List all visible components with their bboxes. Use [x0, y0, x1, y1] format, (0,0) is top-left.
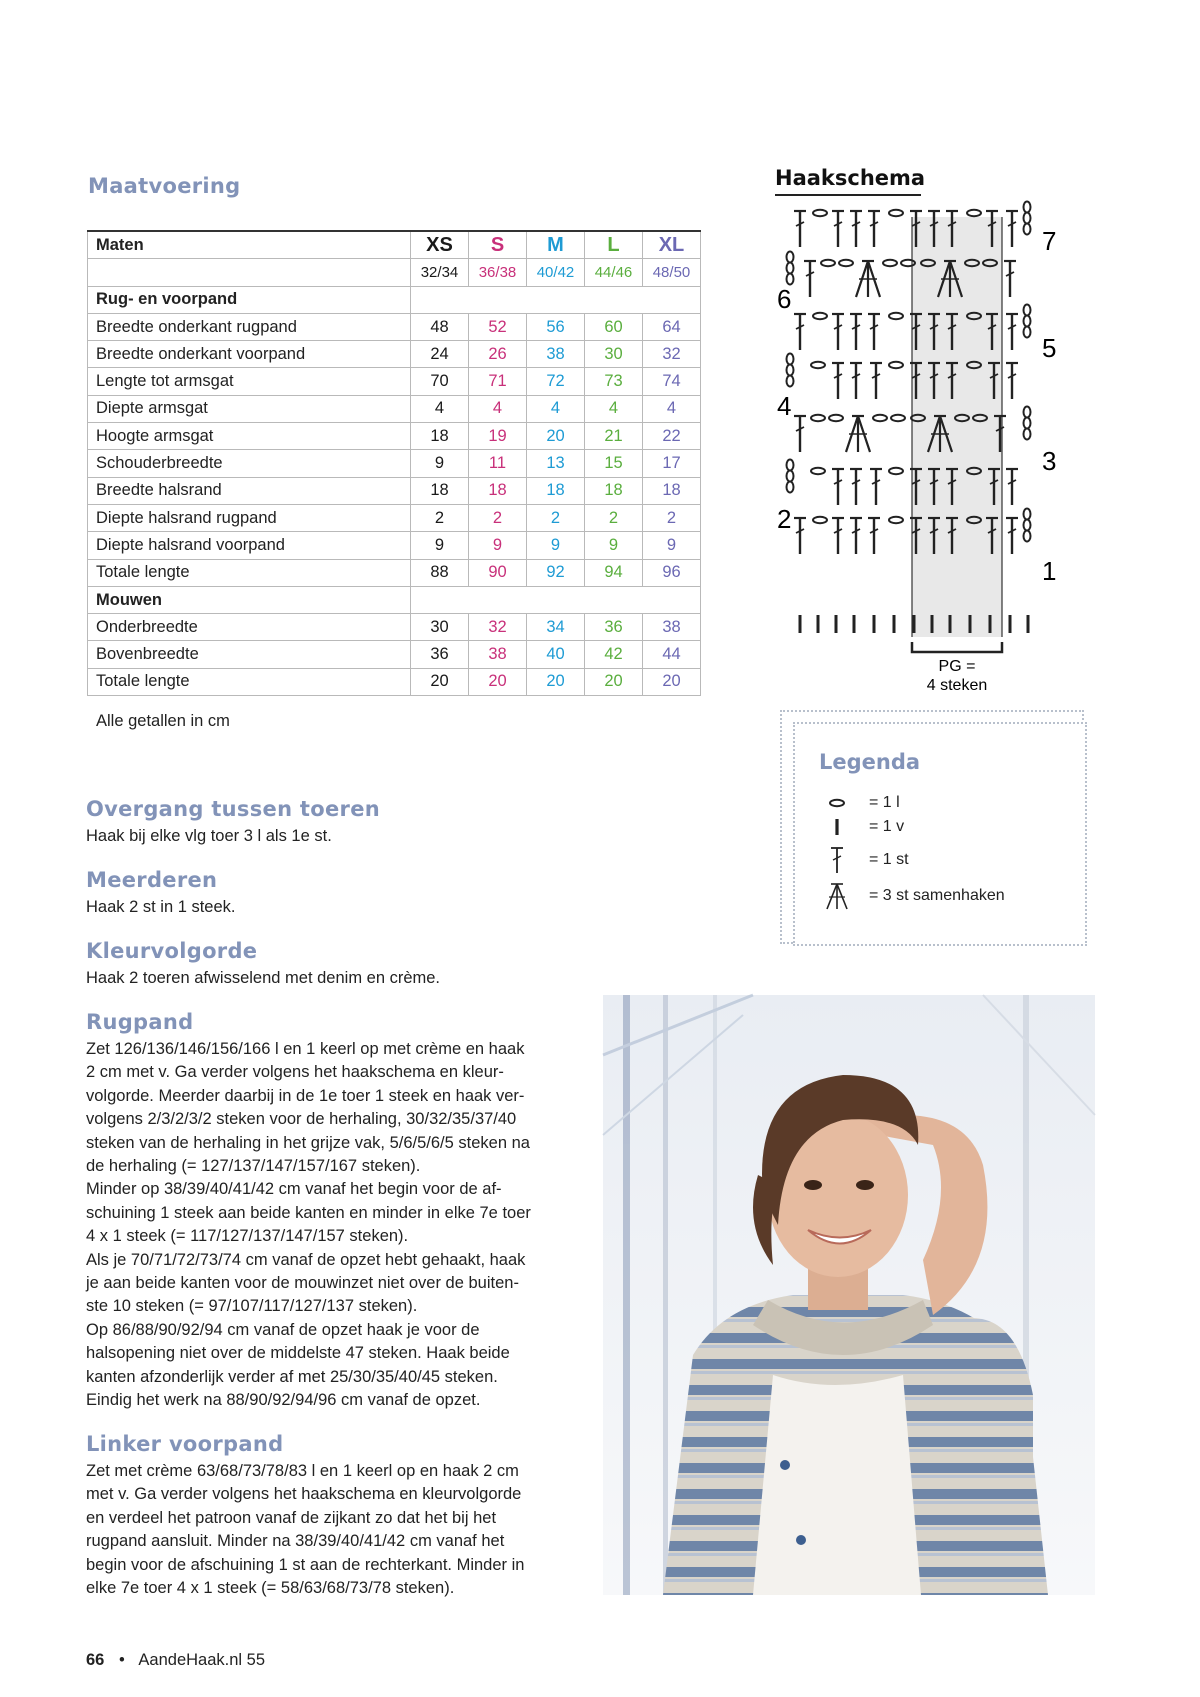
chain-stitch	[787, 274, 794, 285]
text-line: halsopening niet over de middelste 47 steken. Haak beide	[86, 1344, 510, 1363]
legend-label: = 1 st	[869, 851, 909, 868]
size-range: 32/34	[411, 259, 469, 286]
chain-stitch	[811, 362, 825, 368]
treble-stitch	[1006, 469, 1018, 505]
row-value: 34	[527, 614, 585, 641]
row-value: 36	[411, 641, 469, 668]
text-line: ste 10 steken (= 97/107/117/127/137 steken).	[86, 1297, 418, 1316]
chain-stitch	[1024, 407, 1031, 418]
treble-stitch-icon	[819, 845, 855, 875]
text-line: steken van de herhaling in het grijze vak, 5/6/5/6/5 steken na	[86, 1133, 530, 1152]
text-line: kanten afzonderlijk verder af met 25/30/35/40/45 steken.	[86, 1367, 498, 1386]
legend-title: Legenda	[819, 750, 921, 774]
size-range: 36/38	[469, 259, 527, 286]
row-value: 64	[643, 313, 701, 340]
chain-stitch	[839, 260, 853, 266]
row-value: 4	[469, 395, 527, 422]
chain-stitch	[1024, 202, 1031, 213]
size-name: XL	[658, 233, 685, 256]
table-row	[88, 423, 701, 450]
row-value: 20	[527, 423, 585, 450]
text-line: 2 cm met v. Ga verder volgens het haakschema en kleur-	[86, 1063, 504, 1082]
table-row	[88, 313, 701, 340]
chain-stitch	[889, 362, 903, 368]
legend-box	[793, 722, 1087, 946]
row-value: 4	[411, 395, 469, 422]
row-value: 2	[469, 504, 527, 531]
row-value: 38	[527, 341, 585, 368]
treble-stitch	[794, 416, 806, 452]
chain-stitch	[889, 313, 903, 319]
section-row	[88, 586, 701, 613]
row-value: 18	[411, 477, 469, 504]
treble-stitch	[1004, 261, 1016, 297]
row-value: 19	[469, 423, 527, 450]
repeat-label-2: 4 steken	[926, 677, 988, 694]
treble-stitch	[1006, 363, 1018, 399]
model-photo	[603, 995, 1095, 1595]
text-line: schuining 1 steek aan beide kanten en minder in elke 7e toer	[86, 1203, 531, 1222]
text-line: begin voor de afschuining 1 st aan de rechterkant. Minder in	[86, 1555, 525, 1574]
treble-stitch	[1006, 314, 1018, 350]
treble-stitch	[868, 518, 880, 554]
row-value: 17	[643, 450, 701, 477]
chain-stitch	[1024, 213, 1031, 224]
row-value: 70	[411, 368, 469, 395]
chain-stitch	[811, 468, 825, 474]
meerderen-text: Haak 2 st in 1 steek.	[86, 898, 236, 916]
treble-stitch	[832, 211, 844, 247]
chain-stitch	[1024, 418, 1031, 429]
magazine-name: AandeHaak.nl 55	[138, 1651, 266, 1669]
legend-item	[819, 814, 1005, 840]
chain-stitch	[1024, 224, 1031, 235]
row-label: Onderbreedte	[88, 614, 411, 641]
cluster-stitch	[846, 416, 870, 452]
row-value: 20	[411, 668, 469, 695]
treble-stitch	[794, 518, 806, 554]
chain-stitch	[1024, 327, 1031, 338]
row-number-4: 4	[777, 391, 792, 421]
meerderen-title: Meerderen	[86, 868, 218, 892]
row-value: 2	[527, 504, 585, 531]
row-number-2: 2	[777, 504, 792, 534]
row-value: 9	[411, 532, 469, 559]
size-range: 48/50	[643, 259, 701, 286]
treble-stitch	[832, 469, 844, 505]
chain-stitch	[821, 260, 835, 266]
row-label: Totale lengte	[88, 559, 411, 586]
table-row	[88, 504, 701, 531]
size-header-row	[88, 231, 701, 259]
row-value: 11	[469, 450, 527, 477]
legend-item	[819, 792, 1005, 814]
chain-stitch	[1024, 509, 1031, 520]
row-label: Schouderbreedte	[88, 450, 411, 477]
treble-stitch	[850, 363, 862, 399]
table-row	[88, 532, 701, 559]
text-line: en verdeel het patroon vanaf de zijkant zo dat het bij het	[86, 1508, 497, 1527]
text-line: met v. Ga verder volgens het haakschema en kleurvolgorde	[86, 1485, 522, 1504]
row-value: 9	[527, 532, 585, 559]
size-s-header	[469, 231, 527, 259]
row-number-6: 6	[777, 284, 792, 314]
size-table	[87, 230, 701, 696]
treble-stitch	[850, 469, 862, 505]
row-label: Mouwen	[88, 586, 411, 613]
linker-voorpand-title: Linker voorpand	[86, 1432, 284, 1456]
row-value: 26	[469, 341, 527, 368]
row-number-3: 3	[1042, 446, 1057, 476]
legend-label: = 1 v	[869, 818, 905, 835]
treble-stitch	[794, 314, 806, 350]
cluster-stitch	[856, 261, 880, 297]
chain-stitch	[787, 354, 794, 365]
rugpand-text	[86, 1038, 531, 1413]
chain-stitch	[787, 482, 794, 493]
chain-stitch	[787, 263, 794, 274]
row-value: 4	[643, 395, 701, 422]
chain-stitch	[889, 468, 903, 474]
row-value: 48	[411, 313, 469, 340]
row-value: 4	[585, 395, 643, 422]
chain-stitch	[813, 313, 827, 319]
chain-stitch	[787, 365, 794, 376]
size-l-header	[585, 231, 643, 259]
row-value: 92	[527, 559, 585, 586]
row-label: Diepte halsrand rugpand	[88, 504, 411, 531]
treble-stitch	[850, 518, 862, 554]
row-number-5: 5	[1042, 333, 1057, 363]
text-line: Zet 126/136/146/156/166 l en 1 keerl op met crème en haak	[86, 1040, 525, 1058]
size-name: M	[547, 233, 564, 256]
row-value: 30	[411, 614, 469, 641]
row-label: Bovenbreedte	[88, 641, 411, 668]
chain-stitch	[1024, 520, 1031, 531]
table-row	[88, 668, 701, 695]
row-value: 20	[527, 668, 585, 695]
page-number: 66	[86, 1651, 105, 1669]
table-row	[88, 614, 701, 641]
treble-stitch	[850, 314, 862, 350]
table-row	[88, 368, 701, 395]
treble-stitch	[870, 469, 882, 505]
text-line: Zet met crème 63/68/73/78/83 l en 1 keerl op en haak 2 cm	[86, 1462, 519, 1480]
chain-stitch	[813, 517, 827, 523]
row-value: 2	[585, 504, 643, 531]
text-line: Minder op 38/39/40/41/42 cm vanaf het begin voor de af-	[86, 1180, 502, 1199]
row-value: 21	[585, 423, 643, 450]
kleurvolgorde-title: Kleurvolgorde	[86, 939, 258, 963]
table-row	[88, 559, 701, 586]
row-value: 96	[643, 559, 701, 586]
row-value: 71	[469, 368, 527, 395]
row-value: 40	[527, 641, 585, 668]
table-row	[88, 641, 701, 668]
row-value: 72	[527, 368, 585, 395]
treble-stitch	[832, 518, 844, 554]
treble-stitch	[850, 211, 862, 247]
treble-stitch	[832, 314, 844, 350]
linker-voorpand-text	[86, 1460, 524, 1600]
size-name: L	[607, 233, 620, 256]
row-label: Totale lengte	[88, 668, 411, 695]
treble-stitch	[832, 363, 844, 399]
row-value: 9	[643, 532, 701, 559]
chain-stitch	[787, 376, 794, 387]
text-line: volgorde. Meerder daarbij in de 1e toer 1 steek en haak ver-	[86, 1086, 525, 1105]
overgang-title: Overgang tussen toeren	[86, 797, 380, 821]
table-row	[88, 341, 701, 368]
size-xs-header	[411, 231, 469, 259]
chain-stitch	[967, 210, 981, 216]
row-value: 32	[643, 341, 701, 368]
footer	[86, 1651, 265, 1670]
measurements-title: Maatvoering	[88, 174, 241, 198]
size-header-label: Maten	[88, 231, 411, 259]
treble-stitch	[1006, 518, 1018, 554]
treble-stitch	[804, 261, 816, 297]
table-row	[88, 477, 701, 504]
treble-stitch	[868, 314, 880, 350]
chain-stitch	[889, 210, 903, 216]
size-name: S	[490, 233, 505, 256]
text-line: de herhaling (= 127/137/147/157/167 steken).	[86, 1157, 421, 1176]
row-value: 38	[469, 641, 527, 668]
row-value: 15	[585, 450, 643, 477]
row-value: 24	[411, 341, 469, 368]
measurements-note: Alle getallen in cm	[96, 712, 230, 730]
size-name: XS	[426, 233, 453, 256]
chain-stitch	[787, 460, 794, 471]
row-value: 73	[585, 368, 643, 395]
legend-item	[819, 840, 1005, 880]
size-range: 40/42	[527, 259, 585, 286]
repeat-label-1: PG =	[938, 658, 976, 675]
legend-item	[819, 880, 1005, 912]
row-value: 9	[411, 450, 469, 477]
chain-stitch	[1024, 429, 1031, 440]
cluster-stitch-icon	[819, 881, 855, 911]
row-value: 2	[643, 504, 701, 531]
row-value: 94	[585, 559, 643, 586]
chain-stitch	[787, 471, 794, 482]
row-label: Diepte halsrand voorpand	[88, 532, 411, 559]
row-label: Breedte halsrand	[88, 477, 411, 504]
row-label: Breedte onderkant rugpand	[88, 313, 411, 340]
row-value: 38	[643, 614, 701, 641]
row-value: 9	[469, 532, 527, 559]
size-range: 44/46	[585, 259, 643, 286]
row-value: 20	[585, 668, 643, 695]
row-value: 18	[469, 477, 527, 504]
row-value: 42	[585, 641, 643, 668]
section-row	[88, 286, 701, 313]
row-value: 20	[643, 668, 701, 695]
row-value: 90	[469, 559, 527, 586]
text-line: Op 86/88/90/92/94 cm vanaf de opzet haak je voor de	[86, 1320, 480, 1339]
table-row	[88, 450, 701, 477]
text-line: Als je 70/71/72/73/74 cm vanaf de opzet hebt gehaakt, haak	[86, 1250, 526, 1269]
chain-stitch	[1024, 531, 1031, 542]
size-range-row	[88, 259, 701, 286]
size-xl-header	[643, 231, 701, 259]
row-value: 56	[527, 313, 585, 340]
legend-label: = 1 l	[869, 794, 900, 811]
row-value: 4	[527, 395, 585, 422]
row-number-7: 7	[1042, 226, 1057, 256]
row-value: 88	[411, 559, 469, 586]
row-value: 18	[527, 477, 585, 504]
treble-stitch	[868, 211, 880, 247]
diagram-title: Haakschema	[775, 166, 926, 190]
row-value: 52	[469, 313, 527, 340]
row-value: 74	[643, 368, 701, 395]
row-label: Breedte onderkant voorpand	[88, 341, 411, 368]
row-value: 18	[411, 423, 469, 450]
rugpand-title: Rugpand	[86, 1010, 194, 1034]
diagram-title-underline	[775, 194, 921, 196]
chain-stitch	[889, 517, 903, 523]
text-line: 4 x 1 steek (= 117/127/137/147/157 steken).	[86, 1227, 409, 1246]
row-value: 44	[643, 641, 701, 668]
chain-stitch	[1024, 316, 1031, 327]
row-value: 9	[585, 532, 643, 559]
row-value: 36	[585, 614, 643, 641]
row-value: 20	[469, 668, 527, 695]
chain-stitch	[1024, 305, 1031, 316]
text-line: elke 7e toer 4 x 1 steek (= 58/63/68/73/78 steken).	[86, 1579, 455, 1598]
slip-stitch-icon	[819, 817, 855, 837]
overgang-text: Haak bij elke vlg toer 3 l als 1e st.	[86, 827, 332, 845]
row-value: 18	[643, 477, 701, 504]
text-line: rugpand aansluit. Minder na 38/39/40/41/42 cm vanaf het	[86, 1532, 505, 1551]
row-value: 32	[469, 614, 527, 641]
row-label: Diepte armsgat	[88, 395, 411, 422]
row-number-1: 1	[1042, 556, 1057, 586]
chain-stitch	[873, 415, 887, 421]
crochet-chart	[777, 205, 1080, 695]
chain-stitch	[787, 252, 794, 263]
chain-stitch-icon	[819, 797, 855, 809]
row-label: Rug- en voorpand	[88, 286, 411, 313]
row-value: 18	[585, 477, 643, 504]
row-value: 22	[643, 423, 701, 450]
treble-stitch	[794, 211, 806, 247]
row-label: Lengte tot armsgat	[88, 368, 411, 395]
repeat-bracket	[912, 642, 1002, 652]
kleurvolgorde-text: Haak 2 toeren afwisselend met denim en crème.	[86, 969, 441, 987]
row-value: 30	[585, 341, 643, 368]
chain-stitch	[813, 210, 827, 216]
treble-stitch	[870, 363, 882, 399]
chain-stitch	[891, 415, 905, 421]
table-row	[88, 395, 701, 422]
row-value: 13	[527, 450, 585, 477]
treble-stitch	[1006, 211, 1018, 247]
chain-stitch	[883, 260, 897, 266]
footer-bullet: •	[118, 1651, 125, 1669]
chain-stitch	[829, 415, 843, 421]
size-m-header	[527, 231, 585, 259]
row-value: 2	[411, 504, 469, 531]
legend-label: = 3 st samenhaken	[869, 887, 1005, 904]
text-line: volgens 2/3/2/3/2 steken voor de herhaling, 30/32/35/37/40	[86, 1110, 517, 1129]
row-label: Hoogte armsgat	[88, 423, 411, 450]
chain-stitch	[811, 415, 825, 421]
text-line: Eindig het werk na 88/90/92/94/96 cm vanaf de opzet.	[86, 1391, 481, 1410]
text-line: je aan beide kanten voor de mouwinzet niet over de buiten-	[86, 1274, 519, 1293]
row-value: 60	[585, 313, 643, 340]
